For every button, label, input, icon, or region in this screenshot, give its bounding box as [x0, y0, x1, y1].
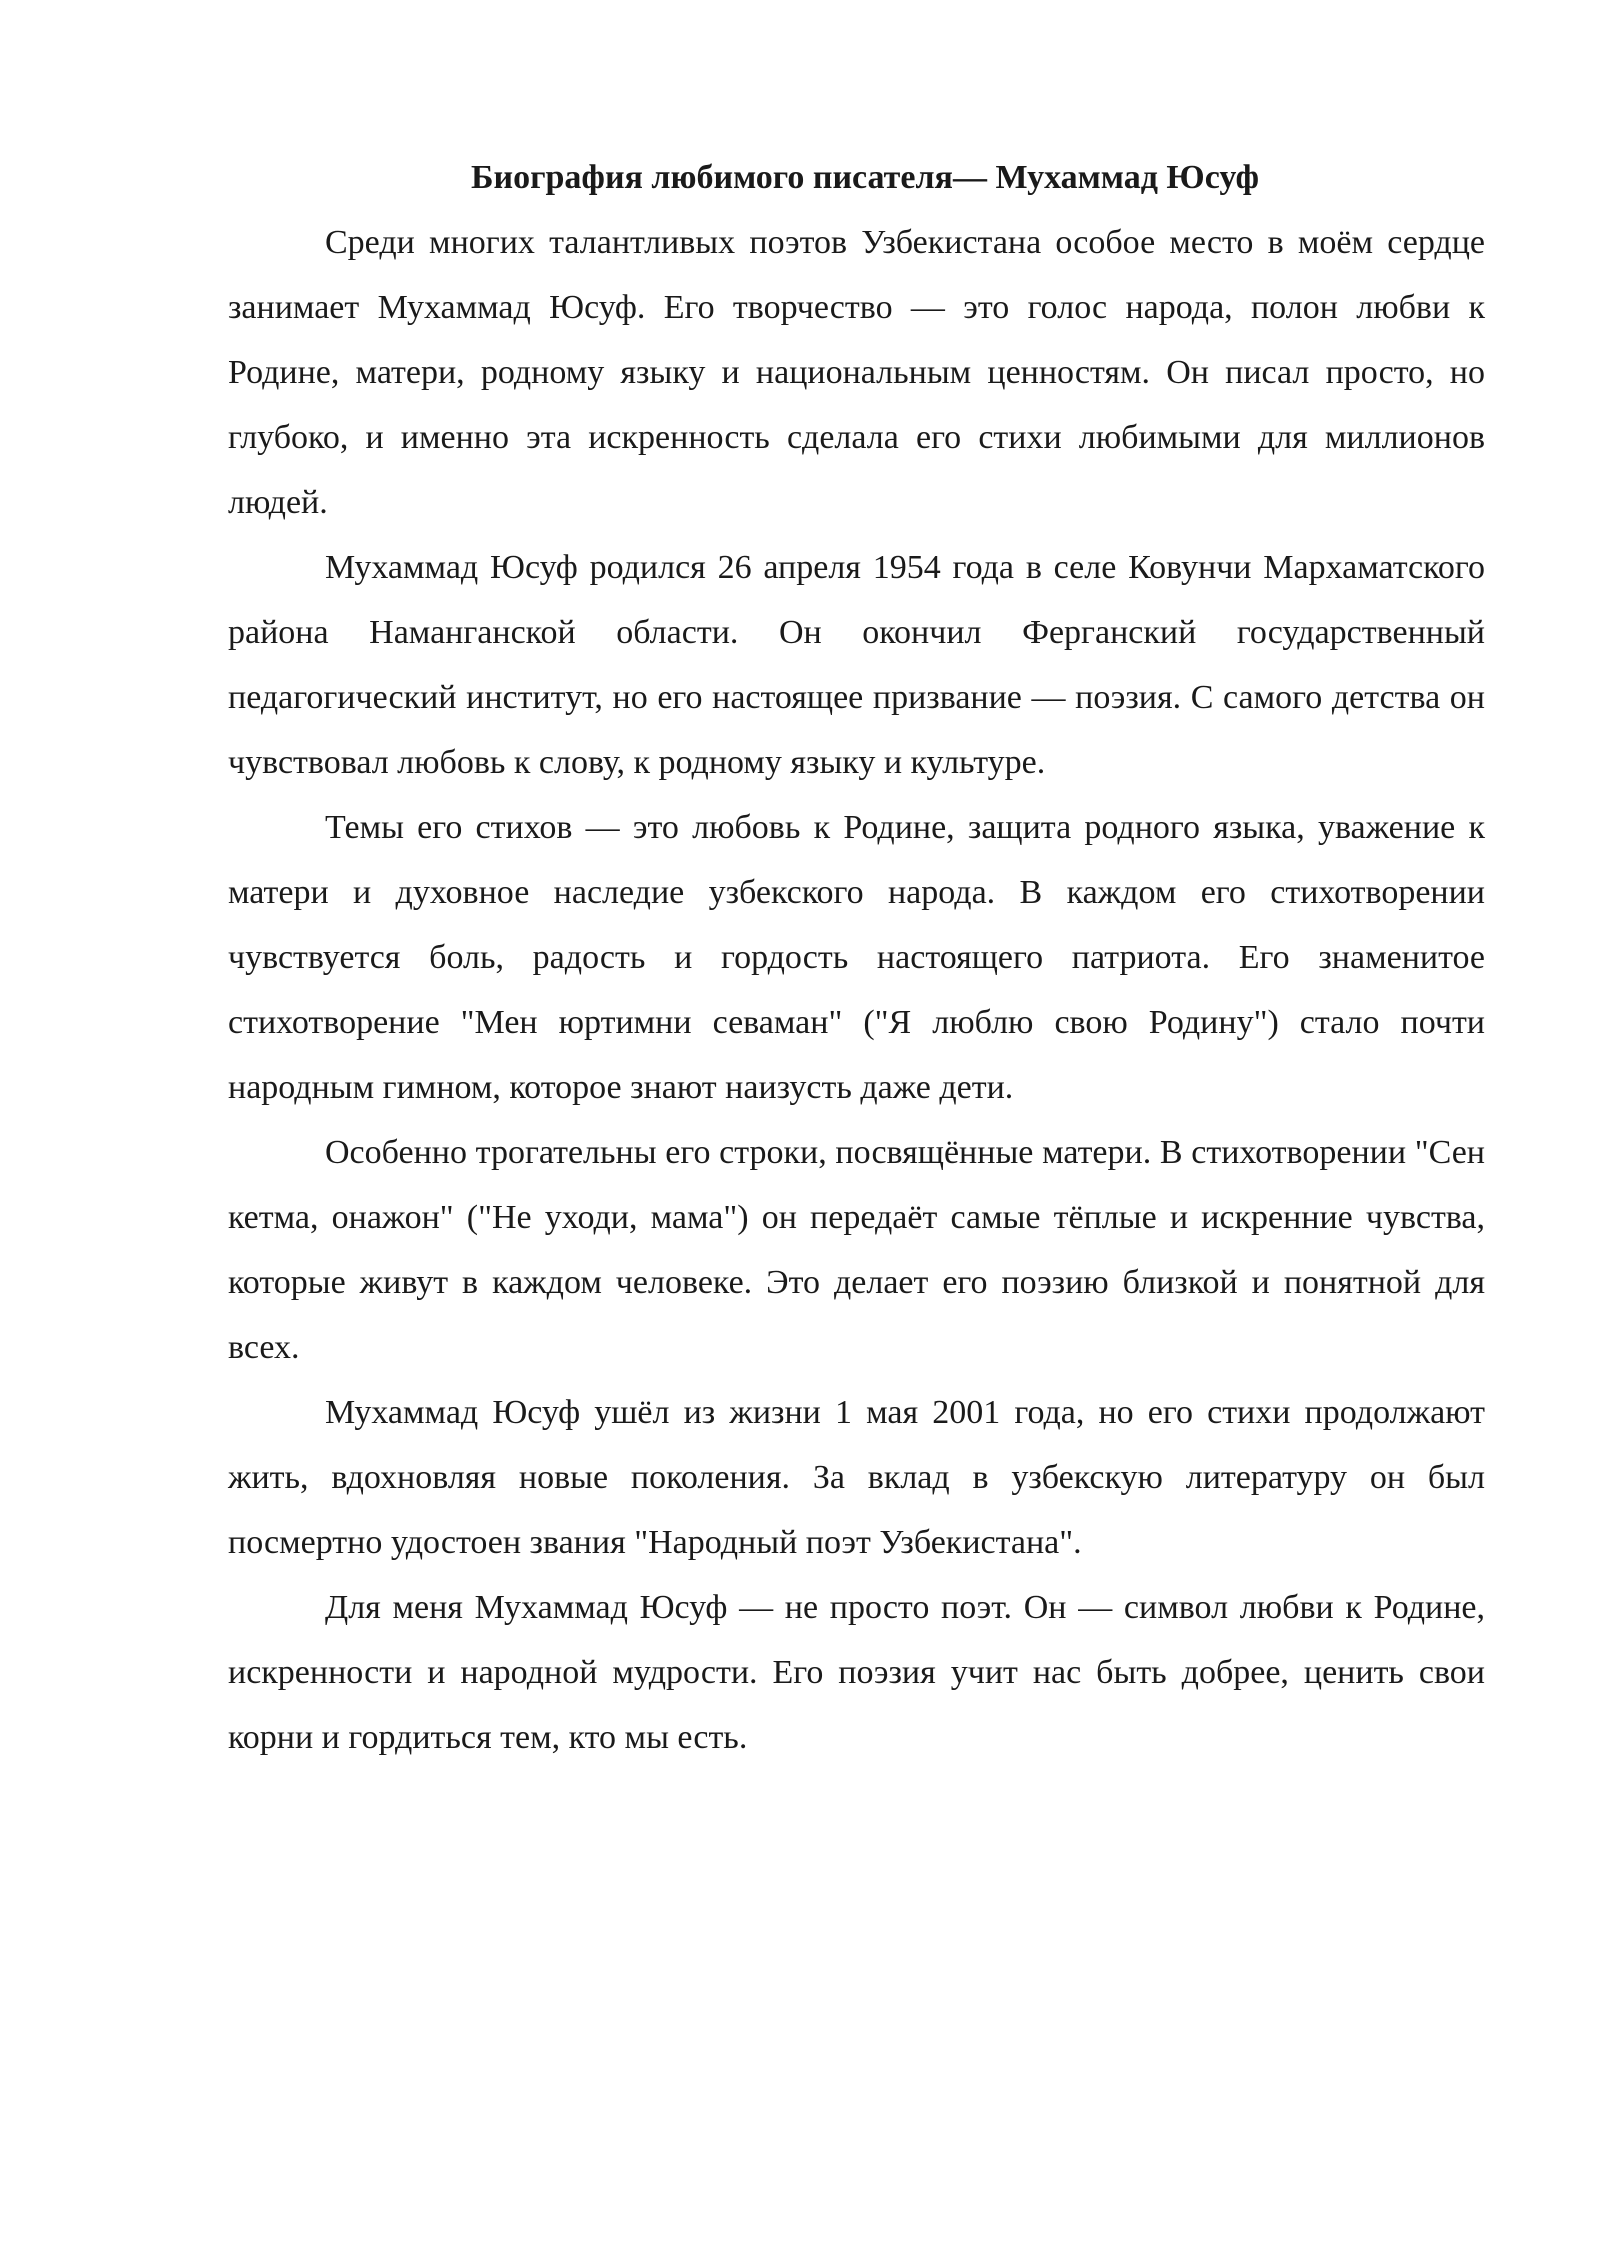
paragraph-death: Мухаммад Юсуф ушёл из жизни 1 мая 2001 года, но его стихи продолжают жить, вдохновляя новые поколения. За вклад в узбекскую литературу он был посмертно удостоен звания "Народный поэт Узбекистана". [228, 1394, 1485, 1561]
paragraph-conclusion: Для меня Мухаммад Юсуф — не просто поэт. Он — символ любви к Родине, искренности и народной мудрости. Его поэзия учит нас быть добрее, ценить свои корни и гордиться тем, кто мы есть. [228, 1589, 1485, 1756]
document-body [228, 145, 1485, 1770]
paragraph-mother: Особенно трогательны его строки, посвящённые матери. В стихотворении "Сен кетма, онажон" ("Не уходи, мама") он передаёт самые тёплые и искренние чувства, которые живут в каждом человеке. Это делает его поэзию близкой и понятной для всех. [228, 1134, 1485, 1366]
document-title: Биография любимого писателя— Мухаммад Юсуф [471, 159, 1260, 196]
paragraph-intro: Среди многих талантливых поэтов Узбекистана особое место в моём сердце занимает Мухаммад Юсуф. Его творчество — это голос народа, полон любви к Родине, матери, родному языку и национальным ценностям. Он писал просто, но глубоко, и именно эта искренность сделала его стихи любимыми для миллионов людей. [228, 224, 1485, 521]
paragraph-birth: Мухаммад Юсуф родился 26 апреля 1954 года в селе Ковунчи Мархаматского района Наманганской области. Он окончил Ферганский государственный педагогический институт, но его настоящее призвание — поэзия. С самого детства он чувствовал любовь к слову, к родному языку и культуре. [228, 549, 1485, 781]
paragraph-themes: Темы его стихов — это любовь к Родине, защита родного языка, уважение к матери и духовное наследие узбекского народа. В каждом его стихотворении чувствуется боль, радость и гордость настоящего патриота. Его знаменитое стихотворение "Мен юртимни севаман" ("Я люблю свою Родину") стало почти народным гимном, которое знают наизусть даже дети. [228, 809, 1485, 1106]
